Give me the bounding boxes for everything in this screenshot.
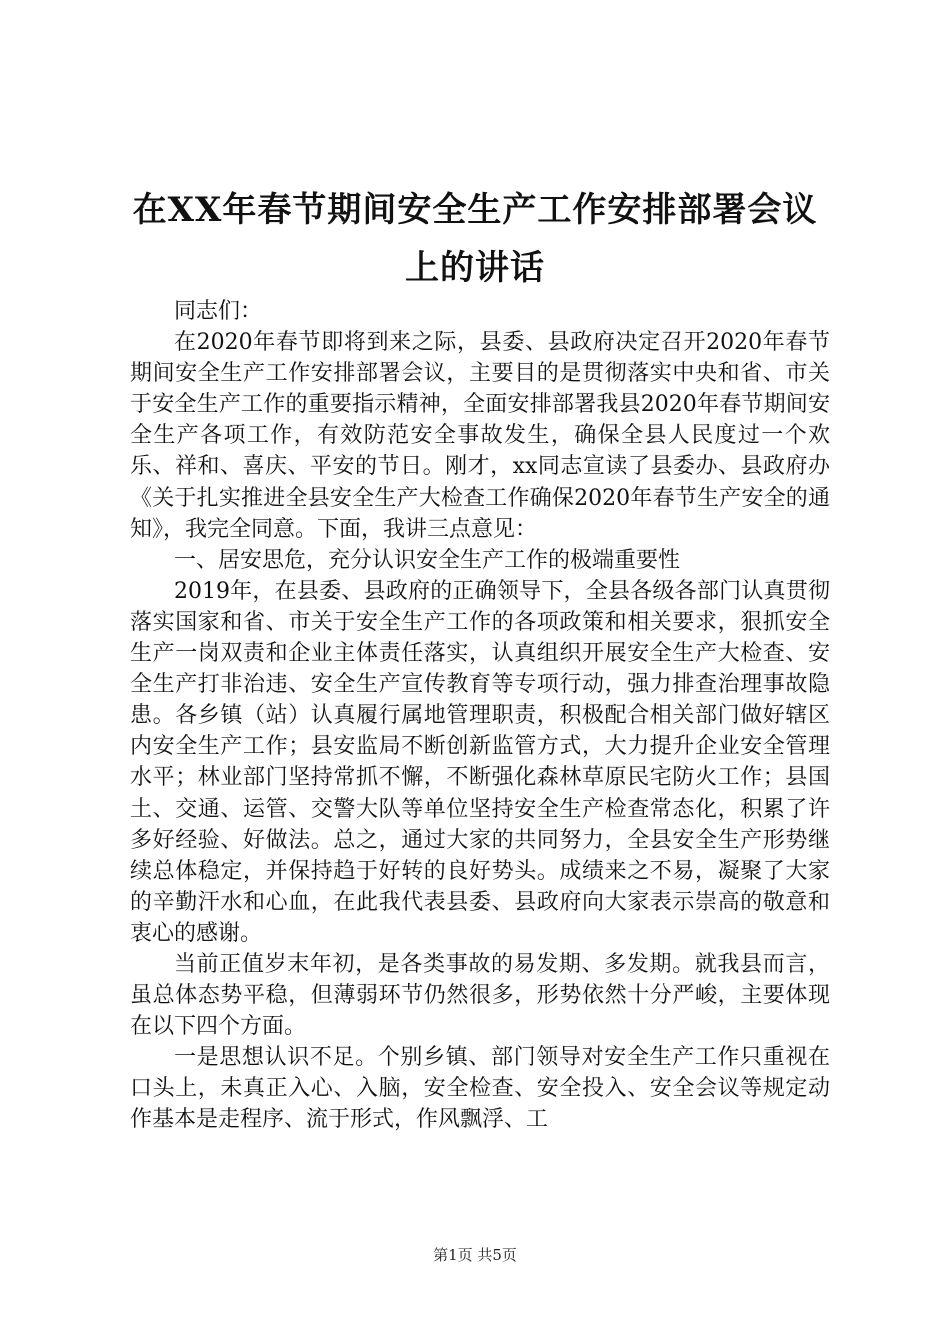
document-title-line-1: 在XX年春节期间安全生产工作安排部署会议 xyxy=(132,190,818,230)
salutation: 同志们： xyxy=(174,299,263,324)
document-body xyxy=(130,296,830,1136)
section-heading: 一、居安思危，充分认识安全生产工作的极端重要性 xyxy=(174,547,681,573)
paragraph: 在2020年春节即将到来之际，县委、县政府决定召开2020年春节期间安全生产工作安排部署会议，主要目的是贯彻落实中央和省、市关于安全生产工作的重要指示精神，全面安排部署我县2020年春节期间安全生产各项工作，有效防范安全事故发生，确保全县人民度过一个欢乐、祥和、喜庆、平安的节日。刚才，xx同志宣读了县委办、县政府办《关于扎实推进全县安全生产大检查工作确保2020年春节生产安全的通知》，我完全同意。下面，我讲三点意见： xyxy=(130,330,830,542)
page-footer: 第1页 共5页 xyxy=(433,1246,517,1264)
paragraph: 一是思想认识不足。个别乡镇、部门领导对安全生产工作只重视在口头上，未真正入心、入脑，安全检查、安全投入、安全会议等规定动作基本是走程序、流于形式，作风飘浮、工 xyxy=(130,1045,830,1133)
paragraph: 2019年，在县委、县政府的正确领导下，全县各级各部门认真贯彻落实国家和省、市关于安全生产工作的各项政策和相关要求，狠抓安全生产一岗双责和企业主体责任落实，认真组织开展安全生产大检查、安全生产打非治违、安全生产宣传教育等专项行动，强力排查治理事故隐患。各乡镇（站）认真履行属地管理职责，积极配合相关部门做好辖区内安全生产工作；县安监局不断创新监管方式，大力提升企业安全管理水平；林业部门坚持常抓不懈，不断强化森林草原民宅防火工作；县国土、交通、运管、交警大队等单位坚持安全生产检查常态化，积累了许多好经验、好做法。总之，通过大家的共同努力，全县安全生产形势继续总体稳定，并保持趋于好转的良好势头。成绩来之不易，凝聚了大家的辛勤汗水和心血，在此我代表县委、县政府向大家表示崇高的敬意和衷心的感谢。 xyxy=(130,578,830,946)
document-title-line-2: 上的讲话 xyxy=(405,248,545,288)
paragraph: 当前正值岁末年初，是各类事故的易发期、多发期。就我县而言，虽总体态势平稳，但薄弱环节仍然很多，形势依然十分严峻，主要体现在以下四个方面。 xyxy=(130,951,830,1040)
